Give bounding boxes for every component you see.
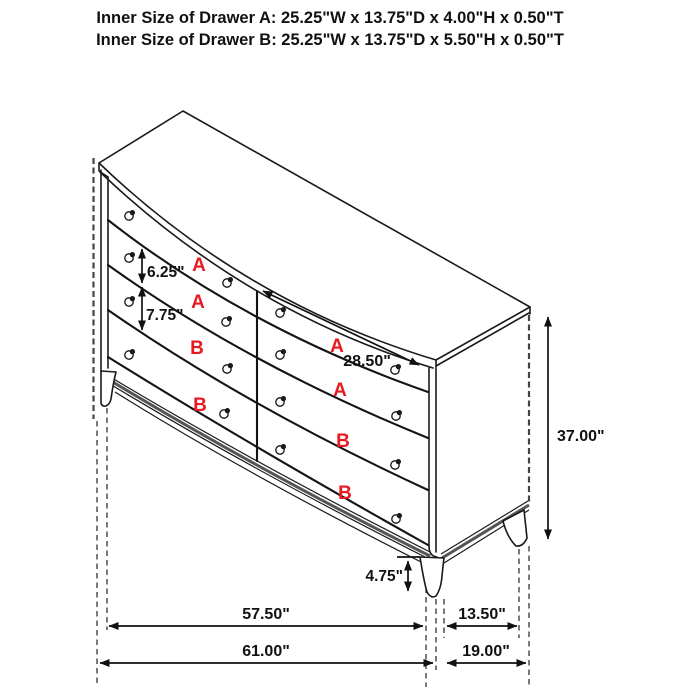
drawer-label-left-a2: A (191, 292, 205, 313)
overall-depth-label: 19.00" (462, 643, 510, 660)
leg-height-label: 4.75" (365, 568, 403, 585)
drawer-knob (391, 364, 401, 374)
drawer-a-height-label: 6.25" (147, 264, 185, 281)
drawer-knob (220, 408, 230, 418)
drawer-knob (125, 252, 135, 262)
drawer-knob (276, 307, 286, 317)
depth-between-legs-label: 13.50" (458, 606, 506, 623)
drawer-knob (276, 396, 286, 406)
drawer-knob (223, 363, 233, 373)
drawer-label-left-b2: B (193, 395, 207, 416)
drawer-knob (391, 459, 401, 469)
front-right-leg (420, 557, 444, 597)
drawer-knob (276, 349, 286, 359)
drawer-label-right-b2: B (338, 483, 352, 504)
drawer-knob (125, 349, 135, 359)
drawer-knob (223, 277, 233, 287)
drawer-label-right-b1: B (336, 431, 350, 452)
bottom-rail-line (102, 372, 430, 552)
drawer-b-height-label: 7.75" (146, 307, 184, 324)
drawer-label-right-a1: A (330, 336, 344, 357)
drawer-knob (222, 316, 232, 326)
overall-height-label: 37.00" (557, 428, 605, 445)
inner-size-drawer-b: Inner Size of Drawer B: 25.25"W x 13.75"D x 5.50"H x 0.50"T (96, 31, 564, 49)
front-left-leg (101, 371, 116, 406)
drawer-knob (392, 410, 402, 420)
drawer-label-left-a1: A (192, 255, 206, 276)
drawer-knob (125, 296, 135, 306)
drawer-label-left-b1: B (190, 338, 204, 359)
drawer-knob (125, 210, 135, 220)
drawer-separator-4 (108, 357, 428, 545)
dresser-body (94, 111, 531, 597)
drawer-width-label: 28.50" (343, 353, 391, 370)
rear-right-leg (503, 510, 527, 546)
drawer-knob (276, 444, 286, 454)
overall-width-label: 61.00" (242, 643, 290, 660)
drawer-label-right-a2: A (333, 380, 347, 401)
width-between-legs-label: 57.50" (242, 606, 290, 623)
inner-size-drawer-a: Inner Size of Drawer A: 25.25"W x 13.75"D x 4.00"H x 0.50"T (96, 9, 564, 27)
drawer-knob (392, 513, 402, 523)
